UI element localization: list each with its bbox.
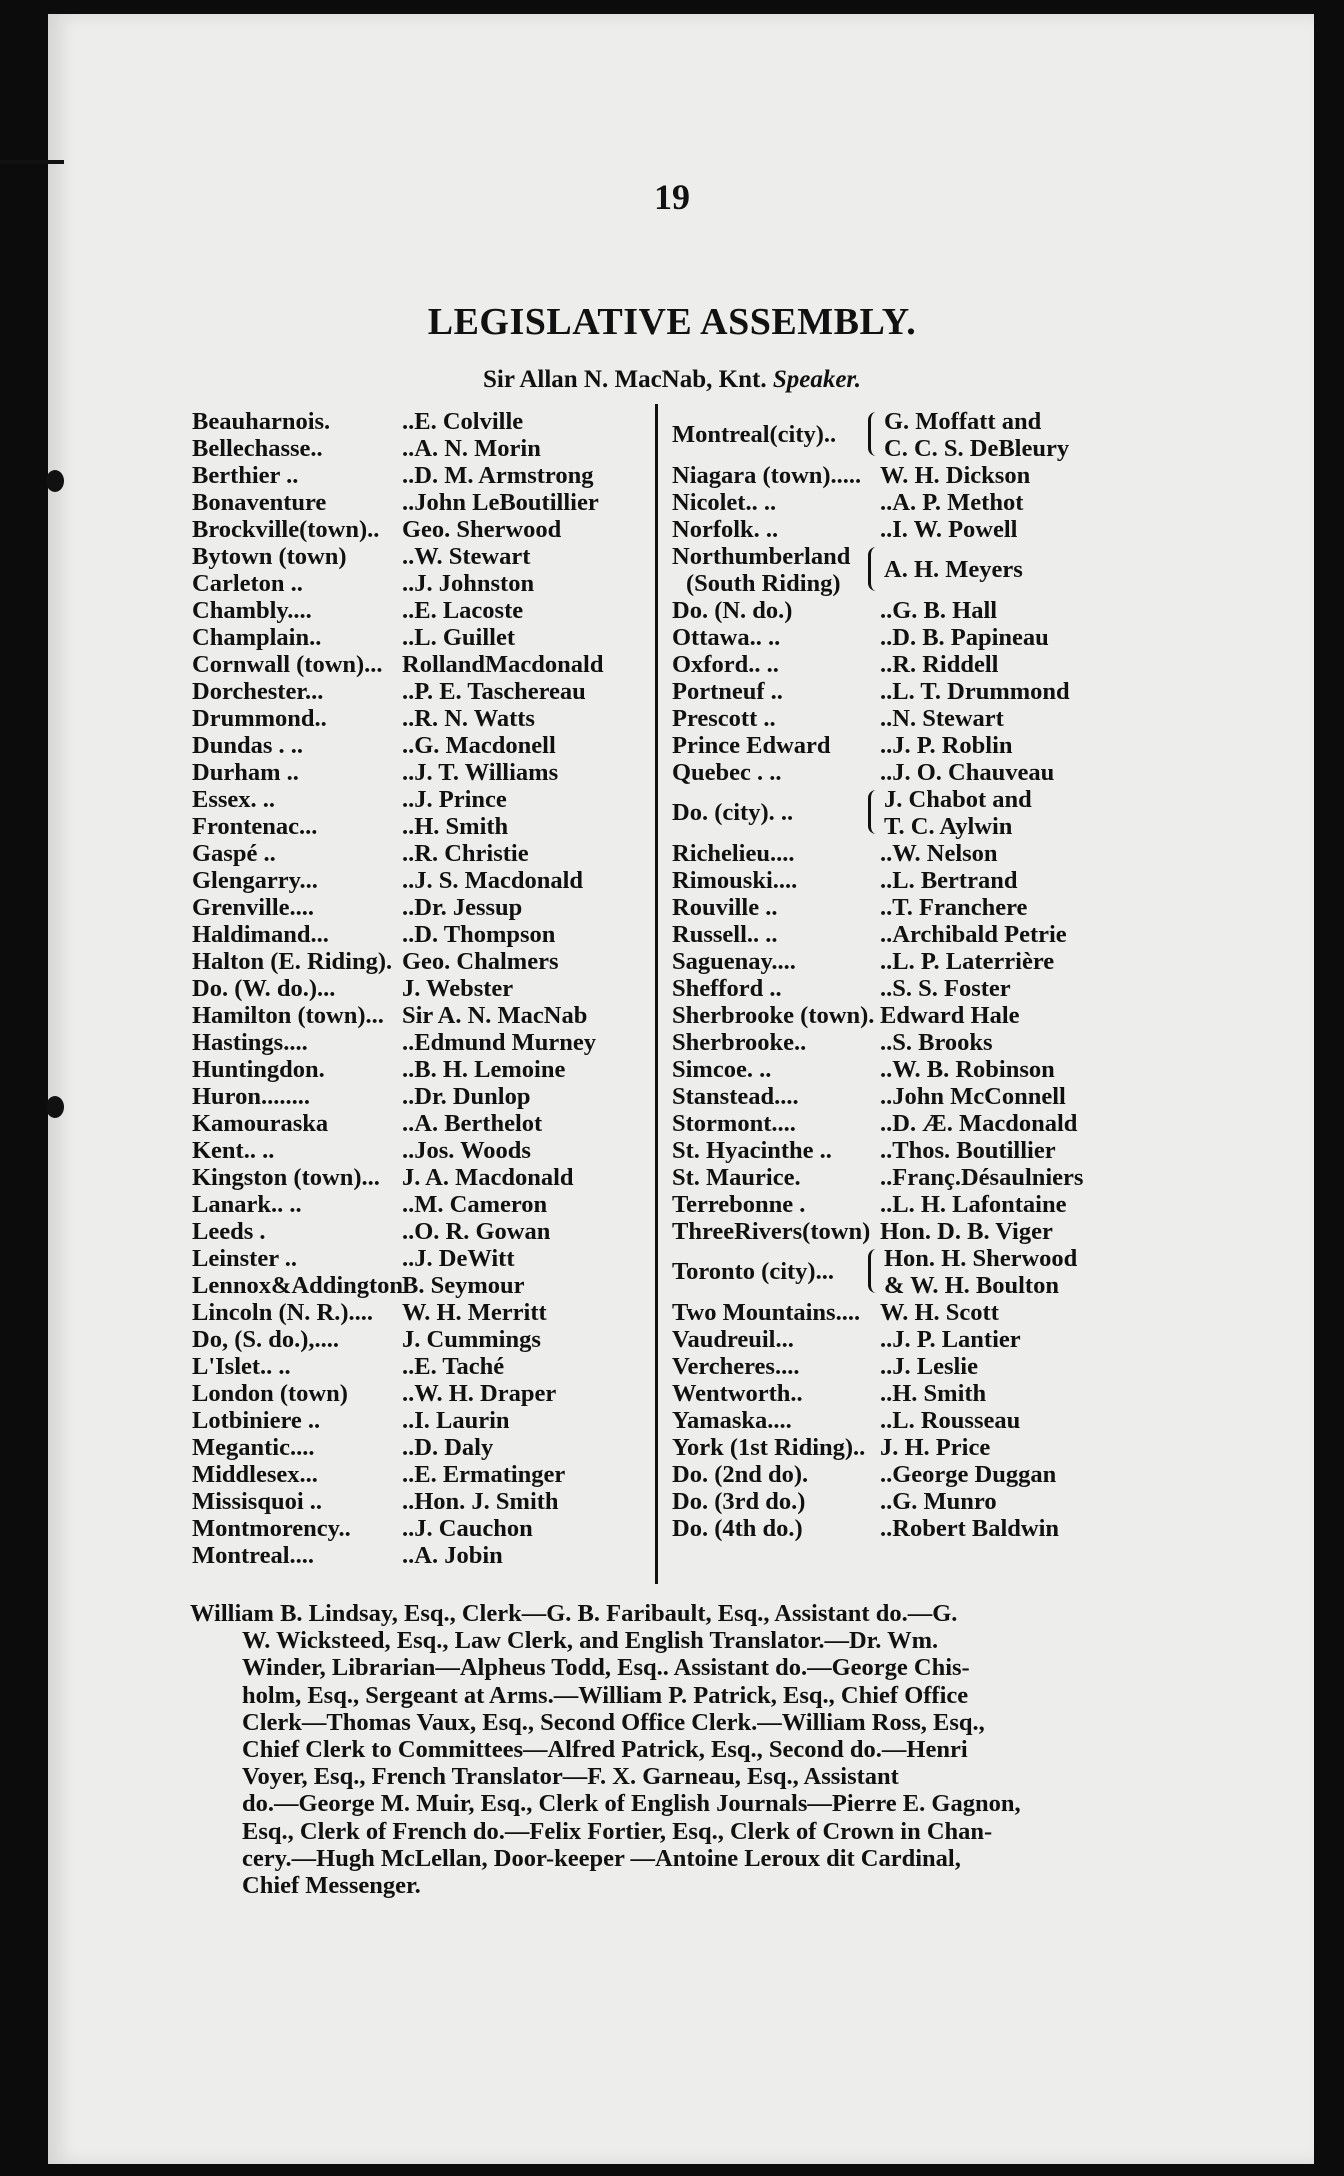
member-name: & W. H. Boulton	[884, 1272, 1059, 1299]
constituency-name: Do. (city). ..	[672, 799, 794, 826]
list-item	[192, 732, 652, 759]
list-item	[672, 1407, 1142, 1434]
member-name: ..J. DeWitt	[402, 1245, 515, 1272]
constituency-name: Nicolet.. ..	[672, 489, 777, 516]
list-item	[672, 597, 1142, 624]
list-item	[192, 840, 652, 867]
list-item	[672, 759, 1142, 786]
constituency-name: Glengarry...	[192, 867, 318, 894]
member-name: ..E. Taché	[402, 1353, 505, 1380]
list-item	[672, 1488, 1142, 1515]
constituency-name: St. Hyacinthe ..	[672, 1137, 832, 1164]
member-name: ..D. Æ. Macdonald	[880, 1110, 1078, 1137]
constituency-name: Drummond..	[192, 705, 327, 732]
officers-line: Chief Clerk to Committees—Alfred Patrick, Esq., Second do.—Henri	[242, 1736, 968, 1764]
officers-paragraph	[190, 1600, 1126, 1899]
list-item	[192, 1407, 652, 1434]
constituency-name: Shefford ..	[672, 975, 782, 1002]
page-title: LEGISLATIVE ASSEMBLY.	[427, 301, 917, 343]
member-name: ..J. Prince	[402, 786, 507, 813]
list-item	[192, 651, 652, 678]
constituency-name: Lincoln (N. R.)....	[192, 1299, 374, 1326]
list-item	[192, 1002, 652, 1029]
constituency-name: Vaudreuil...	[672, 1326, 794, 1353]
member-name: G. Moffatt and	[884, 408, 1042, 435]
list-item	[672, 678, 1142, 705]
list-item	[672, 516, 1142, 543]
officers-line: holm, Esq., Sergeant at Arms.—William P. Patrick, Esq., Chief Office	[242, 1681, 969, 1709]
binding-knot	[46, 1096, 64, 1118]
constituency-name: Montmorency..	[192, 1515, 351, 1542]
list-item	[192, 1083, 652, 1110]
list-item	[192, 894, 652, 921]
constituency-name: Huron........	[192, 1083, 310, 1110]
constituency-name: Terrebonne .	[672, 1191, 806, 1218]
list-item	[672, 1353, 1142, 1380]
member-name: ..Edmund Murney	[402, 1029, 597, 1056]
member-name: W. H. Merritt	[402, 1299, 547, 1326]
member-name: ..D. Daly	[402, 1434, 494, 1461]
list-item	[672, 1002, 1142, 1029]
constituency-name: Do. (N. do.)	[672, 597, 793, 624]
member-name: ..Dr. Jessup	[402, 894, 523, 921]
list-item	[672, 921, 1142, 948]
binding-stitch	[0, 160, 64, 164]
member-name: ..N. Stewart	[880, 705, 1004, 732]
list-item	[672, 408, 1142, 462]
list-item	[672, 840, 1142, 867]
constituency-name: Niagara (town).....	[672, 462, 862, 489]
member-name: ..T. Franchere	[880, 894, 1028, 921]
constituency-name: Lennox&Addington	[192, 1272, 404, 1299]
member-name: ..H. Smith	[880, 1380, 987, 1407]
member-name: ..J. Johnston	[402, 570, 535, 597]
member-name: ..J. S. Macdonald	[402, 867, 584, 894]
constituency-name: Prescott ..	[672, 705, 776, 732]
list-item	[672, 1137, 1142, 1164]
constituency-name: Carleton ..	[192, 570, 303, 597]
member-name: ..S. Brooks	[880, 1029, 993, 1056]
list-item	[192, 1461, 652, 1488]
list-item	[672, 1029, 1142, 1056]
constituency-name: Northumberland	[672, 543, 851, 570]
list-item	[192, 759, 652, 786]
list-item	[192, 1218, 652, 1245]
constituency-name: Kent.. ..	[192, 1137, 275, 1164]
officers-line: Clerk—Thomas Vaux, Esq., Second Office Clerk.—William Ross, Esq.,	[242, 1708, 985, 1736]
member-name: ..L. P. Laterrière	[880, 948, 1055, 975]
list-item	[672, 1218, 1142, 1245]
list-item	[672, 975, 1142, 1002]
member-names	[884, 786, 1032, 840]
list-item	[672, 1245, 1142, 1299]
constituency-name: Grenville....	[192, 894, 315, 921]
member-name: ..W. B. Robinson	[880, 1056, 1055, 1083]
speaker-role: Speaker.	[772, 366, 862, 393]
constituency-name: Cornwall (town)...	[192, 651, 383, 678]
constituency-name: Haldimand...	[192, 921, 329, 948]
constituency-name: Middlesex...	[192, 1461, 318, 1488]
officers-line: William B. Lindsay, Esq., Clerk—G. B. Faribault, Esq., Assistant do.—G.	[190, 1600, 958, 1627]
member-name: ..Jos. Woods	[402, 1137, 531, 1164]
list-item	[192, 1326, 652, 1353]
list-item	[672, 1434, 1142, 1461]
member-name: ..A. N. Morin	[402, 435, 541, 462]
constituency-list-right	[672, 408, 1142, 1542]
list-item	[192, 1137, 652, 1164]
member-name: ..L. Guillet	[402, 624, 515, 651]
list-item	[672, 894, 1142, 921]
list-item	[192, 1110, 652, 1137]
member-name: J. A. Macdonald	[402, 1164, 574, 1191]
constituency-name: Kingston (town)...	[192, 1164, 380, 1191]
constituency-list-left	[192, 408, 652, 1569]
constituency-name: Lanark.. ..	[192, 1191, 302, 1218]
member-name: ..L. Rousseau	[880, 1407, 1021, 1434]
list-item	[192, 1515, 652, 1542]
member-name: T. C. Aylwin	[884, 813, 1013, 840]
constituency-name: Portneuf ..	[672, 678, 783, 705]
member-name: ..A. Jobin	[402, 1542, 503, 1569]
list-item	[192, 516, 652, 543]
member-name: J. Cummings	[402, 1326, 541, 1353]
member-name: ..J. T. Williams	[402, 759, 559, 786]
list-item	[192, 678, 652, 705]
member-name: ..J. O. Chauveau	[880, 759, 1055, 786]
member-name: ..R. Christie	[402, 840, 529, 867]
list-item	[192, 1353, 652, 1380]
constituency-name: Wentworth..	[672, 1380, 803, 1407]
constituency-name: Leinster ..	[192, 1245, 298, 1272]
list-item	[192, 462, 652, 489]
list-item	[672, 1164, 1142, 1191]
binding-knot	[46, 470, 64, 492]
member-name: ..John McConnell	[880, 1083, 1066, 1110]
list-item	[192, 1245, 652, 1272]
member-name: ..Archibald Petrie	[880, 921, 1067, 948]
officers-line: Chief Messenger.	[242, 1872, 421, 1900]
list-item	[192, 1542, 652, 1569]
list-item	[192, 435, 652, 462]
constituency-name: Do. (W. do.)...	[192, 975, 336, 1002]
constituency-name: Kamouraska	[192, 1110, 329, 1137]
member-name: ..S. S. Foster	[880, 975, 1011, 1002]
constituency-name: York (1st Riding)..	[672, 1434, 866, 1461]
member-name: Geo. Sherwood	[402, 516, 562, 543]
brace-mark	[868, 412, 879, 456]
constituency-name: Vercheres....	[672, 1353, 800, 1380]
list-item	[192, 975, 652, 1002]
member-name: ..George Duggan	[880, 1461, 1057, 1488]
constituency-name: Two Mountains....	[672, 1299, 861, 1326]
constituency-name: Rouville ..	[672, 894, 778, 921]
list-item	[192, 624, 652, 651]
member-name: Edward Hale	[880, 1002, 1020, 1029]
constituency-name: Berthier ..	[192, 462, 299, 489]
list-item	[672, 867, 1142, 894]
constituency-name: Lotbiniere ..	[192, 1407, 321, 1434]
officers-line: Esq., Clerk of French do.—Felix Fortier, Esq., Clerk of Crown in Chan-	[242, 1817, 993, 1845]
constituency-name: Stormont....	[672, 1110, 796, 1137]
constituency-name: Do, (S. do.),....	[192, 1326, 340, 1353]
list-item	[192, 570, 652, 597]
constituency-name: Do. (4th do.)	[672, 1515, 803, 1542]
list-item	[672, 1191, 1142, 1218]
list-item	[192, 813, 652, 840]
constituency-name: Rimouski....	[672, 867, 798, 894]
list-item	[672, 732, 1142, 759]
list-item	[192, 543, 652, 570]
constituency-name: L'Islet.. ..	[192, 1353, 291, 1380]
list-item	[192, 1272, 652, 1299]
constituency-name: Prince Edward	[672, 732, 831, 759]
officers-line: W. Wicksteed, Esq., Law Clerk, and English Translator.—Dr. Wm.	[242, 1627, 939, 1655]
constituency-name: St. Maurice.	[672, 1164, 801, 1191]
list-item	[672, 462, 1142, 489]
member-name: ..Hon. J. Smith	[402, 1488, 559, 1515]
constituency-name: Russell.. ..	[672, 921, 778, 948]
list-item	[192, 1029, 652, 1056]
member-name: ..B. H. Lemoine	[402, 1056, 566, 1083]
list-item	[192, 408, 652, 435]
officers-line: cery.—Hugh McLellan, Door-keeper —Antoine Leroux dit Cardinal,	[242, 1844, 961, 1872]
constituency-name: Do. (2nd do).	[672, 1461, 809, 1488]
list-item	[192, 786, 652, 813]
officers-line: Voyer, Esq., French Translator—F. X. Garneau, Esq., Assistant	[242, 1763, 899, 1791]
brace-mark	[868, 1249, 879, 1293]
constituency-name: Frontenac...	[192, 813, 318, 840]
member-name: ..H. Smith	[402, 813, 509, 840]
constituency-name: Hamilton (town)...	[192, 1002, 384, 1029]
constituency-name: Durham ..	[192, 759, 299, 786]
officers-line: do.—George M. Muir, Esq., Clerk of English Journals—Pierre E. Gagnon,	[242, 1790, 1021, 1818]
list-item	[672, 948, 1142, 975]
member-name: ..E. Ermatinger	[402, 1461, 566, 1488]
member-name: ..J. P. Lantier	[880, 1326, 1021, 1353]
constituency-name: Do. (3rd do.)	[672, 1488, 806, 1515]
member-name: ..A. P. Methot	[880, 489, 1024, 516]
member-name: ..G. Munro	[880, 1488, 997, 1515]
member-name: ..M. Cameron	[402, 1191, 548, 1218]
member-name: B. Seymour	[402, 1272, 525, 1299]
constituency-name: Sherbrooke..	[672, 1029, 807, 1056]
member-name: ..O. R. Gowan	[402, 1218, 551, 1245]
constituency-name: Megantic....	[192, 1434, 315, 1461]
member-name: ..W. Stewart	[402, 543, 531, 570]
list-item	[192, 1434, 652, 1461]
member-name: ..P. E. Taschereau	[402, 678, 586, 705]
constituency-name: Richelieu....	[672, 840, 795, 867]
member-name: ..A. Berthelot	[402, 1110, 543, 1137]
constituency-name: Dundas . ..	[192, 732, 303, 759]
page-number: 19	[654, 177, 690, 217]
constituency-name: Missisquoi ..	[192, 1488, 323, 1515]
member-name: ..D. B. Papineau	[880, 624, 1049, 651]
member-name: Hon. H. Sherwood	[884, 1245, 1078, 1272]
list-item	[192, 705, 652, 732]
list-item	[672, 1110, 1142, 1137]
list-item	[192, 1164, 652, 1191]
member-name: A. H. Meyers	[884, 556, 1023, 583]
list-item	[672, 543, 1142, 597]
constituency-name: Beauharnois.	[192, 408, 331, 435]
member-name: ..L. Bertrand	[880, 867, 1018, 894]
constituency-name: Dorchester...	[192, 678, 324, 705]
member-name: ..J. Cauchon	[402, 1515, 533, 1542]
member-name: ..J. P. Roblin	[880, 732, 1013, 759]
member-name: ..Robert Baldwin	[880, 1515, 1060, 1542]
member-names	[884, 543, 1023, 597]
officers-line: Winder, Librarian—Alpheus Todd, Esq.. Assistant do.—George Chis-	[242, 1654, 970, 1682]
list-item	[192, 489, 652, 516]
list-item	[672, 786, 1142, 840]
member-name: ..Thos. Boutillier	[880, 1137, 1056, 1164]
member-name: ..W. H. Draper	[402, 1380, 557, 1407]
list-item	[672, 1326, 1142, 1353]
list-item	[192, 597, 652, 624]
list-item	[672, 1083, 1142, 1110]
member-name: ..L. T. Drummond	[880, 678, 1070, 705]
member-name: J. Webster	[402, 975, 514, 1002]
speaker-line	[0, 366, 1344, 394]
list-item	[672, 1380, 1142, 1407]
constituency-name: Montreal....	[192, 1542, 315, 1569]
member-name: ..Franç.Désaulniers	[880, 1164, 1084, 1191]
constituency-name: Bonaventure	[192, 489, 327, 516]
member-name: ..John LeBoutillier	[402, 489, 599, 516]
constituency-name: Ottawa.. ..	[672, 624, 781, 651]
constituency-name: Toronto (city)...	[672, 1258, 834, 1285]
constituency-name: Bytown (town)	[192, 543, 347, 570]
list-item	[672, 651, 1142, 678]
constituency-name: Hastings....	[192, 1029, 308, 1056]
list-item	[672, 1461, 1142, 1488]
member-name: ..R. Riddell	[880, 651, 999, 678]
member-names	[884, 1245, 1077, 1299]
member-names	[884, 408, 1069, 462]
speaker-name: Sir Allan N. MacNab, Knt.	[482, 366, 767, 393]
column-divider	[655, 404, 658, 1584]
member-name: C. C. S. DeBleury	[884, 435, 1070, 462]
list-item	[672, 705, 1142, 732]
list-item	[192, 1488, 652, 1515]
member-name: ..J. Leslie	[880, 1353, 978, 1380]
constituency-name: Bellechasse..	[192, 435, 323, 462]
member-name: ..G. Macdonell	[402, 732, 556, 759]
list-item	[672, 489, 1142, 516]
constituency-name: Stanstead....	[672, 1083, 799, 1110]
constituency-name: Chambly....	[192, 597, 312, 624]
member-name: J. H. Price	[880, 1434, 991, 1461]
list-item	[192, 921, 652, 948]
list-item	[192, 1380, 652, 1407]
constituency-name: Champlain..	[192, 624, 322, 651]
member-name: J. Chabot and	[884, 786, 1032, 813]
list-item	[672, 624, 1142, 651]
member-name: Sir A. N. MacNab	[402, 1002, 588, 1029]
member-name: ..L. H. Lafontaine	[880, 1191, 1067, 1218]
list-item	[672, 1299, 1142, 1326]
constituency-name: Oxford.. ..	[672, 651, 779, 678]
member-name: RollandMacdonald	[402, 651, 604, 678]
member-name: ..D. Thompson	[402, 921, 556, 948]
constituency-name: ThreeRivers(town)	[672, 1218, 871, 1245]
list-item	[192, 867, 652, 894]
member-name: Hon. D. B. Viger	[880, 1218, 1053, 1245]
constituency-name: Quebec . ..	[672, 759, 782, 786]
brace-mark	[868, 790, 879, 834]
constituency-name: Yamaska....	[672, 1407, 792, 1434]
constituency-name: Montreal(city)..	[672, 421, 837, 448]
member-name: ..I. Laurin	[402, 1407, 510, 1434]
member-name: W. H. Dickson	[880, 462, 1031, 489]
constituency-name: Sherbrooke (town).	[672, 1002, 875, 1029]
list-item	[192, 1191, 652, 1218]
member-name: ..I. W. Powell	[880, 516, 1018, 543]
list-item	[672, 1515, 1142, 1542]
member-name: ..D. M. Armstrong	[402, 462, 594, 489]
member-name: ..Dr. Dunlop	[402, 1083, 531, 1110]
member-name: Geo. Chalmers	[402, 948, 559, 975]
member-name: ..G. B. Hall	[880, 597, 998, 624]
member-name: W. H. Scott	[880, 1299, 999, 1326]
constituency-name: Leeds .	[192, 1218, 266, 1245]
list-item	[192, 948, 652, 975]
member-name: ..E. Colville	[402, 408, 524, 435]
constituency-name: Norfolk. ..	[672, 516, 779, 543]
constituency-name: Saguenay....	[672, 948, 796, 975]
constituency-name: Simcoe. ..	[672, 1056, 772, 1083]
constituency-name: Halton (E. Riding).	[192, 948, 393, 975]
list-item	[192, 1056, 652, 1083]
member-name: ..E. Lacoste	[402, 597, 524, 624]
brace-mark	[868, 547, 879, 591]
constituency-name: (South Riding)	[686, 570, 841, 597]
constituency-name: Gaspé ..	[192, 840, 276, 867]
member-name: ..W. Nelson	[880, 840, 998, 867]
list-item	[192, 1299, 652, 1326]
constituency-name: Huntingdon.	[192, 1056, 325, 1083]
constituency-name: London (town)	[192, 1380, 348, 1407]
list-item	[672, 1056, 1142, 1083]
constituency-name: Brockville(town)..	[192, 516, 380, 543]
member-name: ..R. N. Watts	[402, 705, 535, 732]
constituency-name: Essex. ..	[192, 786, 276, 813]
